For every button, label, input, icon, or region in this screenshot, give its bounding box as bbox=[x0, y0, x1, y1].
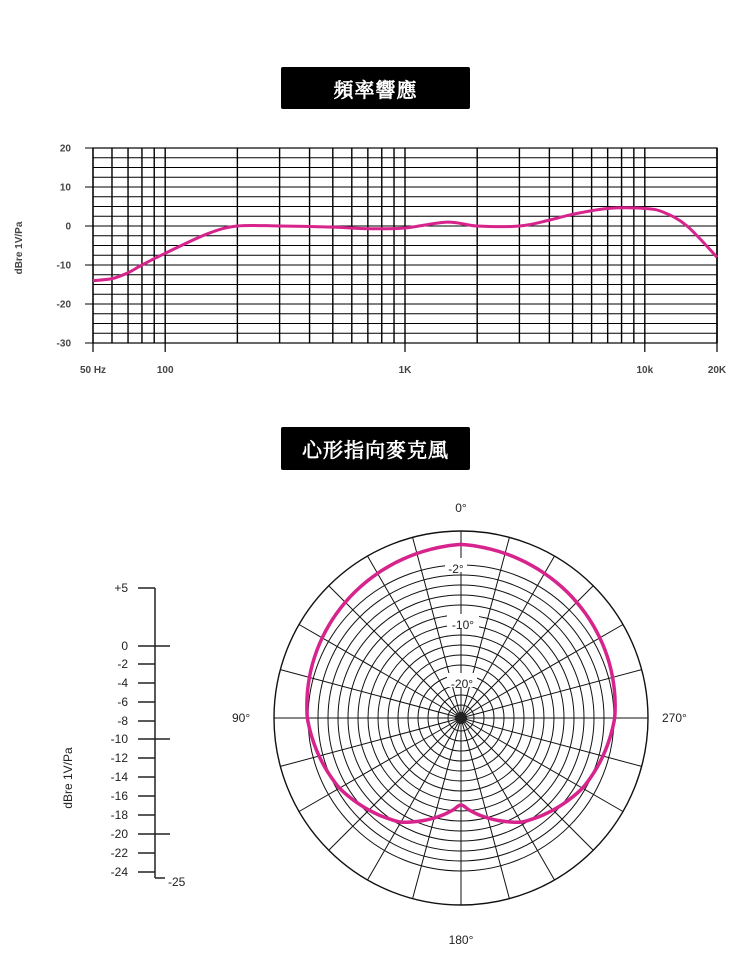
fr-y-tick-label: -30 bbox=[56, 338, 71, 350]
scale-axis-label: dBre 1V/Pa bbox=[61, 747, 75, 809]
polar-angle-270: 270° bbox=[662, 711, 687, 725]
polar-ring-label-20: -20° bbox=[450, 677, 474, 691]
scale-tick-label: -10 bbox=[110, 732, 128, 746]
polar-pattern-title: 心形指向麥克風 bbox=[281, 427, 470, 470]
polar-ring-label-2: -2° bbox=[448, 562, 464, 576]
fr-y-tick-label: 10 bbox=[59, 182, 71, 194]
polar-spoke bbox=[461, 718, 593, 850]
scale-tick-label: -14 bbox=[110, 770, 128, 784]
scale-tick-label: -12 bbox=[110, 751, 128, 765]
scale-tick-label: -25 bbox=[168, 875, 186, 889]
db-scale bbox=[61, 581, 186, 889]
scale-tick-label: -24 bbox=[110, 865, 128, 879]
polar-spoke bbox=[329, 718, 461, 850]
scale-tick-label: -16 bbox=[110, 789, 128, 803]
frequency-response-chart bbox=[14, 144, 727, 377]
scale-tick-label: -2 bbox=[117, 657, 128, 671]
polar-spoke bbox=[461, 586, 593, 718]
scale-tick-label: -4 bbox=[117, 676, 128, 690]
fr-y-tick-label: 0 bbox=[65, 221, 71, 233]
polar-ring-label-10: -10° bbox=[451, 618, 475, 632]
polar-angle-90: 90° bbox=[232, 711, 251, 725]
scale-tick-label: 0 bbox=[121, 639, 128, 653]
scale-tick-label: +5 bbox=[114, 581, 128, 595]
scale-tick-label: -6 bbox=[117, 695, 128, 709]
fr-x-tick-label: 50 Hz bbox=[79, 365, 107, 376]
fr-y-ticks bbox=[57, 144, 93, 350]
fr-grid bbox=[93, 148, 717, 343]
fr-x-tick-label: 1K bbox=[398, 365, 412, 376]
polar-angle-0: 0° bbox=[455, 501, 467, 515]
frequency-response-title: 頻率響應 bbox=[281, 67, 470, 109]
polar-spoke bbox=[329, 586, 461, 718]
polar-angle-180: 180° bbox=[448, 933, 474, 947]
fr-y-tick-label: 20 bbox=[59, 143, 71, 155]
fr-y-axis-label: dBre 1V/Pa bbox=[14, 221, 25, 275]
fr-x-tick-label: 20K bbox=[707, 365, 727, 376]
fr-y-tick-label: -20 bbox=[56, 299, 71, 311]
scale-tick-label: -22 bbox=[110, 846, 128, 860]
scale-tick-label: -20 bbox=[110, 827, 128, 841]
fr-x-tick-label: 10k bbox=[636, 365, 654, 376]
polar-pattern-chart bbox=[232, 501, 687, 947]
fr-x-ticks bbox=[80, 343, 727, 376]
scale-tick-label: -8 bbox=[117, 714, 128, 728]
fr-y-tick-label: -10 bbox=[56, 260, 71, 272]
scale-tick-label: -18 bbox=[110, 808, 128, 822]
fr-x-tick-label: 100 bbox=[156, 365, 174, 376]
polar-center bbox=[455, 712, 467, 724]
